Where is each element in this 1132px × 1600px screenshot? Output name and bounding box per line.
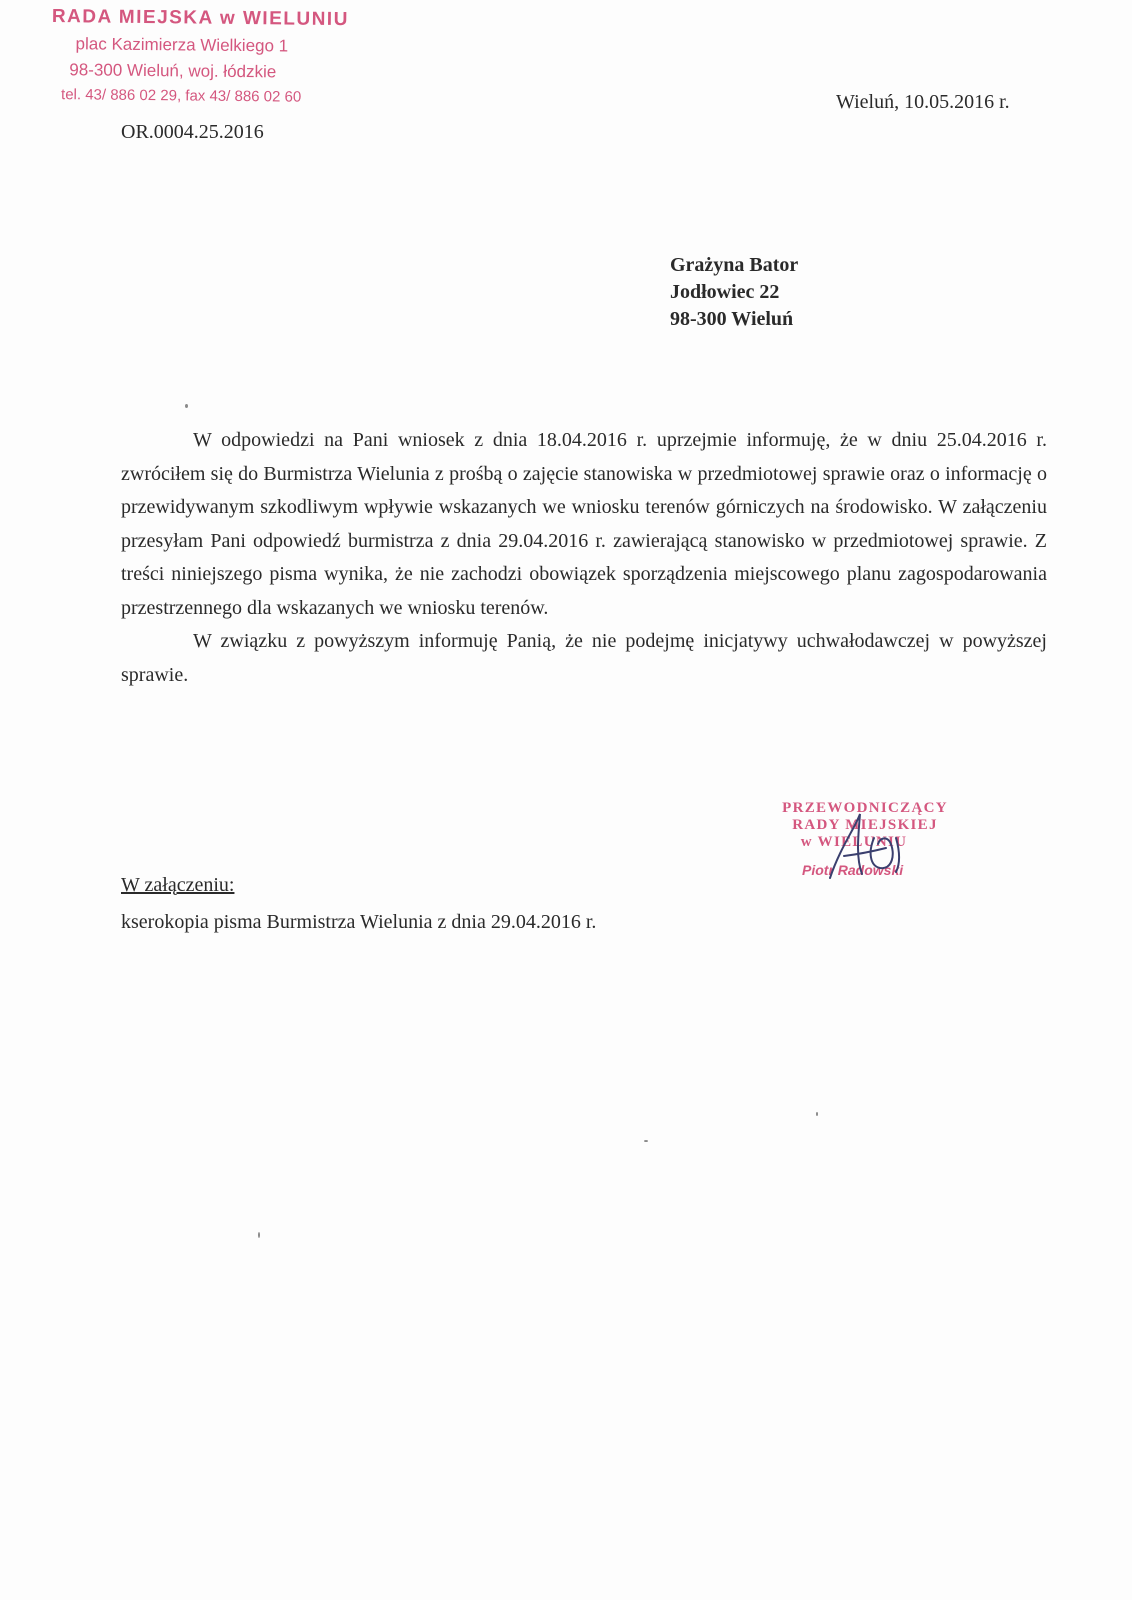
handwritten-signature-icon	[800, 808, 920, 888]
sender-organization: RADA MIEJSKA w WIELUNIU	[51, 6, 349, 31]
scan-speck	[258, 1232, 260, 1238]
body-paragraph-2: W związku z powyższym informuję Panią, że nie podejmę inicjatywy uchwałodawczej w powyższej sprawie.	[121, 630, 1047, 686]
letter-body	[121, 424, 1047, 692]
recipient-city: 98-300 Wieluń	[670, 308, 794, 330]
signature-stamp-title: PRZEWODNICZĄCY	[782, 800, 948, 816]
recipient-street: Jodłowiec 22	[670, 281, 780, 303]
recipient-name: Grażyna Bator	[670, 254, 799, 276]
scan-speck	[816, 1112, 818, 1116]
scan-speck	[185, 404, 188, 408]
attachment-label: W załączeniu:	[121, 874, 235, 896]
sender-address-line-1: plac Kazimierza Wielkiego 1	[75, 34, 289, 56]
place-date: Wieluń, 10.05.2016 r.	[836, 91, 1010, 113]
signature-stamp-name: Piotr Radowski	[802, 862, 904, 878]
signature-stamp-town: w WIELUNIU	[800, 834, 908, 850]
sender-contact: tel. 43/ 886 02 29, fax 43/ 886 02 60	[60, 86, 302, 106]
attachment-item: kserokopia pisma Burmistrza Wielunia z dnia 29.04.2016 r.	[121, 911, 597, 933]
sender-address-line-2: 98-300 Wieluń, woj. łódzkie	[69, 60, 277, 82]
body-paragraph-1: W odpowiedzi na Pani wniosek z dnia 18.04.2016 r. uprzejmie informuję, że w dniu 25.04.2016 r. zwróciłem się do Burmistrza Wielunia z prośbą o zajęcie stanowiska w przedmiotowej sprawie oraz o informację o przewidywanym szkodliwym wpływie wskazanych we wniosku terenów górniczych na środowisko. W załączeniu przesyłam Pani odpowiedź burmistrza z dnia 29.04.2016 r. zawierającą stanowisko w przedmiotowej sprawie. Z treści niniejszego pisma wynika, że nie zachodzi obowiązek sporządzenia miejscowego planu zagospodarowania przestrzennego dla wskazanych we wniosku terenów.	[121, 429, 1047, 619]
scan-speck	[644, 1140, 648, 1142]
sender-stamp	[49, 6, 390, 107]
signature-stamp	[760, 800, 970, 900]
signature-stamp-council: RADY MIEJSKIEJ	[792, 817, 938, 833]
recipient-address	[670, 252, 798, 333]
reference-number: OR.0004.25.2016	[121, 121, 264, 143]
